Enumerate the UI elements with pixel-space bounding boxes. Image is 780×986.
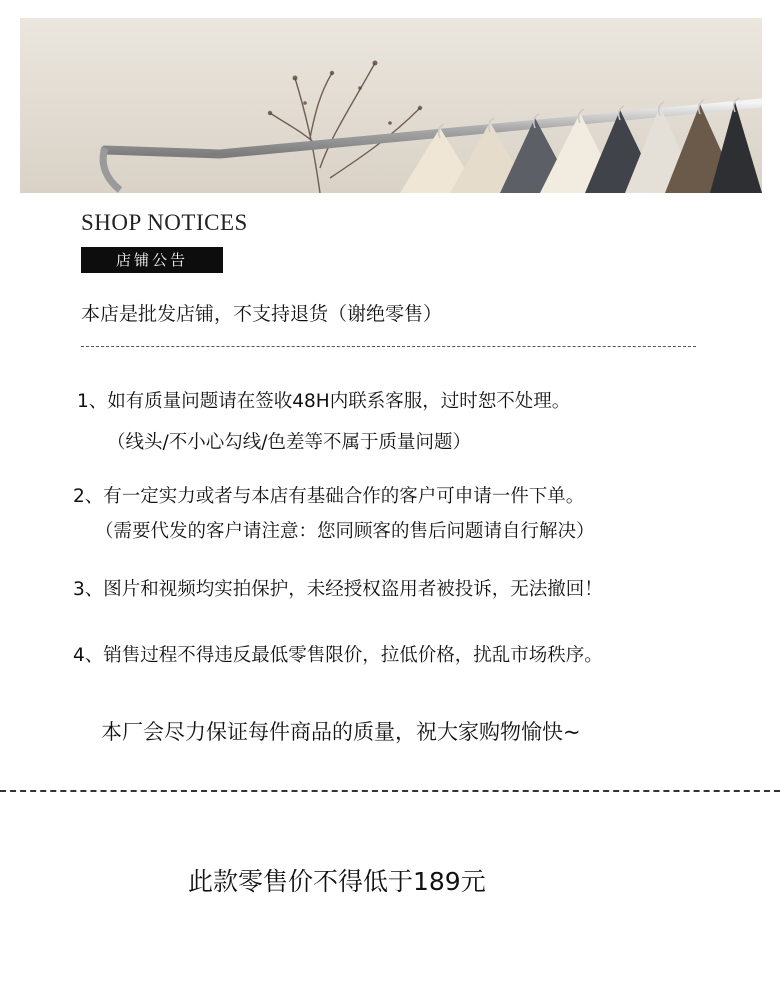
rule-2-note: （需要代发的客户请注意：您同顾客的售后问题请自行解决） (95, 521, 595, 542)
section-title-en: SHOP NOTICES (81, 210, 248, 235)
rule-1-note: （线头/不小心勾线/色差等不属于质量问题） (107, 432, 471, 453)
no-return-policy: 本店是批发店铺，不支持退货（谢绝零售） (81, 303, 443, 325)
minimum-price-notice: 此款零售价不得低于189元 (188, 867, 486, 896)
rule-3: 3、图片和视频均实拍保护，未经授权盗用者被投诉，无法撤回！ (73, 579, 603, 600)
divider-dashed (81, 346, 696, 347)
clothing-rack-illustration (20, 18, 762, 193)
divider-dashed-full (0, 790, 780, 792)
closing-message: 本厂会尽力保证每件商品的质量，祝大家购物愉快~ (101, 720, 581, 744)
rule-2: 2、有一定实力或者与本店有基础合作的客户可申请一件下单。 (73, 486, 585, 507)
section-title-cn-badge: 店铺公告 (81, 247, 223, 273)
banner-photo (20, 18, 762, 193)
rule-4: 4、销售过程不得违反最低零售限价，拉低价格，扰乱市场秩序。 (73, 645, 603, 666)
rule-1: 1、如有质量问题请在签收48H内联系客服，过时恕不处理。 (77, 391, 571, 412)
